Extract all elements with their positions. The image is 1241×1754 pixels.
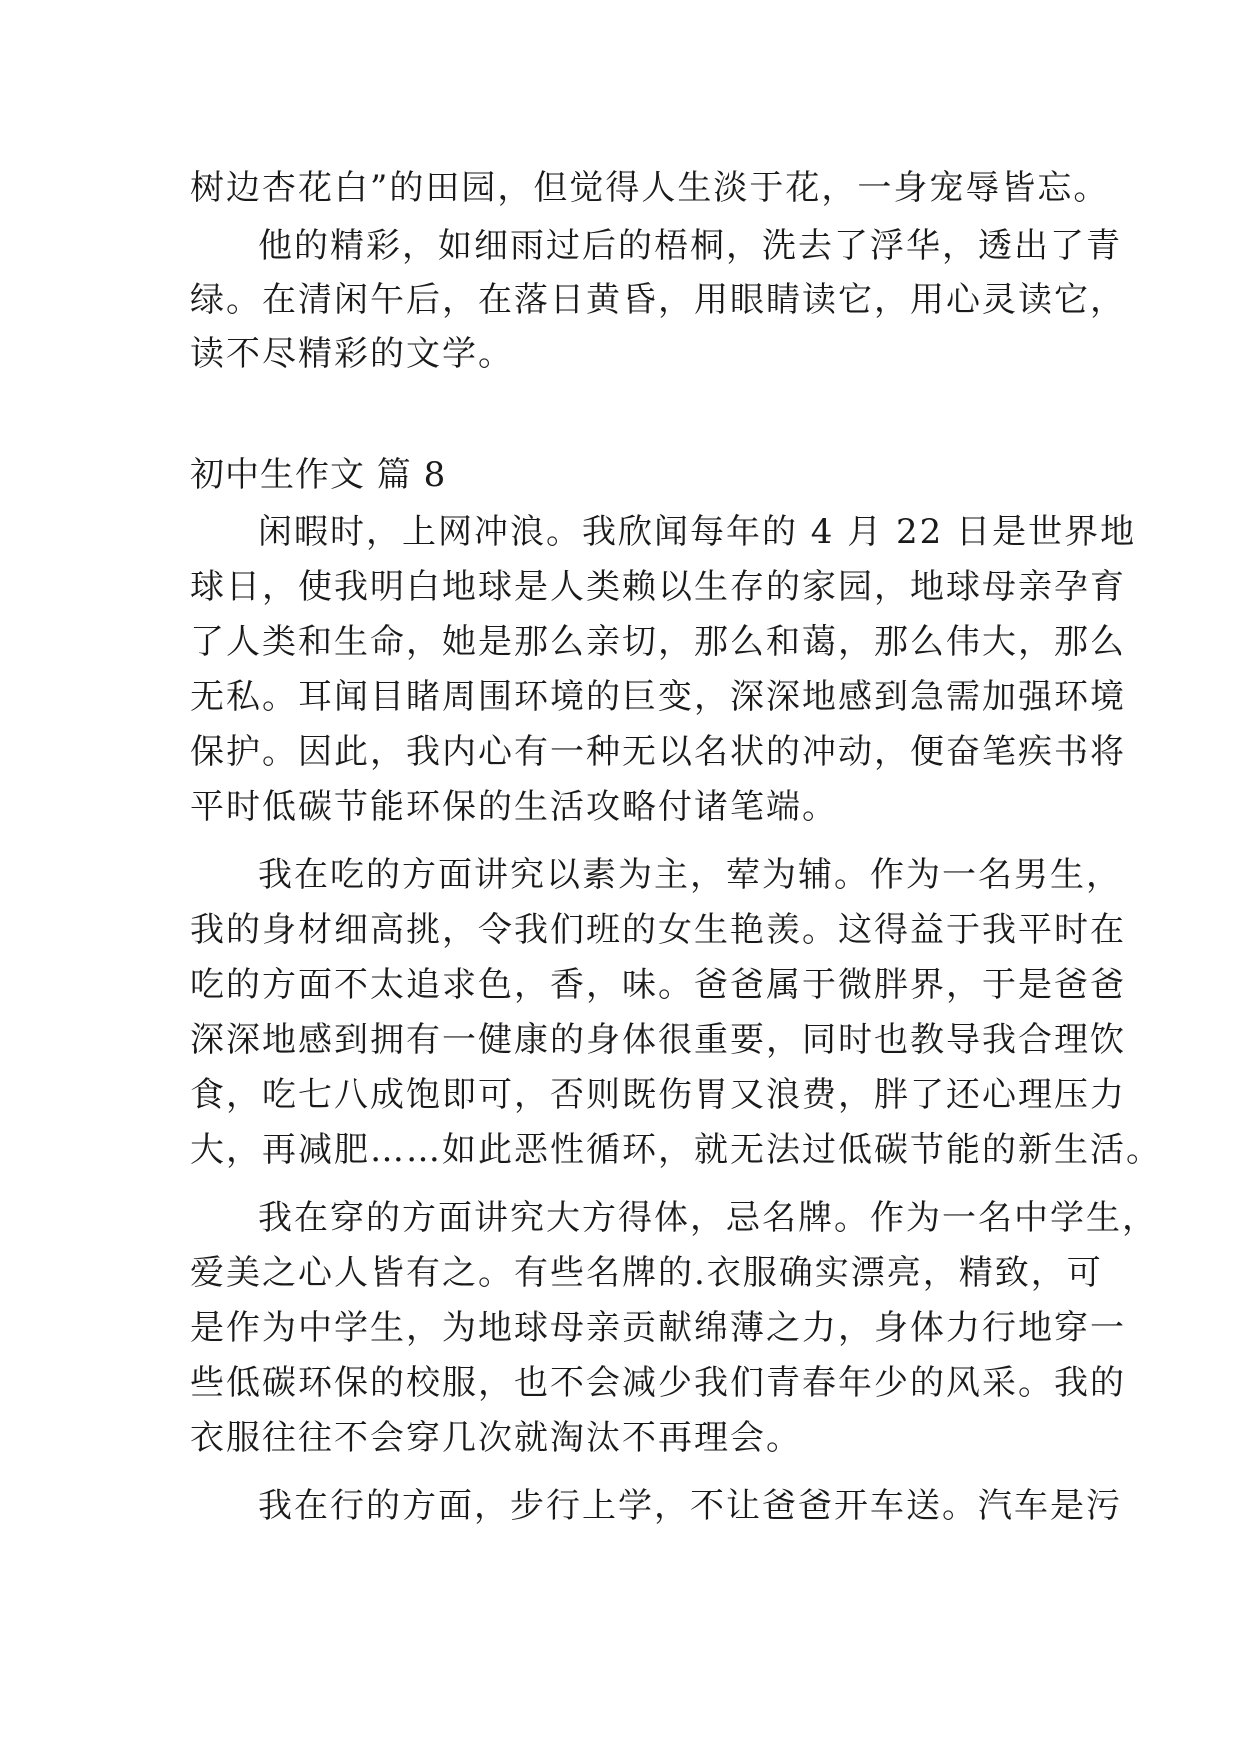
paragraph-line: 是作为中学生，为地球母亲贡献绵薄之力，身体力行地穿一 xyxy=(190,1308,1126,1348)
paragraph-line: 食，吃七八成饱即可，否则既伤胃又浪费，胖了还心理压力 xyxy=(190,1075,1126,1115)
paragraph-line: 我在行的方面，步行上学，不让爸爸开车送。汽车是污 xyxy=(258,1486,1122,1526)
paragraph-line: 闲暇时，上网冲浪。我欣闻每年的 4 月 22 日是世界地 xyxy=(258,512,1137,552)
paragraph-line: 爱美之心人皆有之。有些名牌的.衣服确实漂亮，精致，可 xyxy=(190,1253,1103,1293)
paragraph-line: 绿。在清闲午后，在落日黄昏，用眼睛读它，用心灵读它， xyxy=(190,280,1126,320)
paragraph-line: 了人类和生命，她是那么亲切，那么和蔼，那么伟大，那么 xyxy=(190,622,1126,662)
paragraph-line: 他的精彩，如细雨过后的梧桐，洗去了浮华，透出了青 xyxy=(258,226,1122,266)
paragraph-line: 我在吃的方面讲究以素为主，荤为辅。作为一名男生， xyxy=(258,855,1122,895)
paragraph-line: 些低碳环保的校服，也不会减少我们青春年少的风采。我的 xyxy=(190,1363,1126,1403)
paragraph-line: 球日，使我明白地球是人类赖以生存的家园，地球母亲孕育 xyxy=(190,567,1126,607)
paragraph-line: 读不尽精彩的文学。 xyxy=(190,334,514,374)
paragraph-line: 大，再减肥……如此恶性循环，就无法过低碳节能的新生活。 xyxy=(190,1130,1162,1170)
paragraph-line: 保护。因此，我内心有一种无以名状的冲动，便奋笔疾书将 xyxy=(190,732,1126,772)
paragraph-line: 深深地感到拥有一健康的身体很重要，同时也教导我合理饮 xyxy=(190,1020,1126,1060)
paragraph-line: 衣服往往不会穿几次就淘汰不再理会。 xyxy=(190,1418,802,1458)
paragraph-line: 我在穿的方面讲究大方得体，忌名牌。作为一名中学生， xyxy=(258,1198,1158,1238)
paragraph-line: 吃的方面不太追求色，香，味。爸爸属于微胖界，于是爸爸 xyxy=(190,965,1126,1005)
paragraph-line: 平时低碳节能环保的生活攻略付诸笔端。 xyxy=(190,787,838,827)
paragraph-line: 树边杏花白”的田园，但觉得人生淡于花，一身宠辱皆忘。 xyxy=(190,168,1110,208)
paragraph-line: 无私。耳闻目睹周围环境的巨变，深深地感到急需加强环境 xyxy=(190,677,1126,717)
section-heading: 初中生作文 篇 8 xyxy=(190,455,447,495)
paragraph-line: 我的身材细高挑，令我们班的女生艳羡。这得益于我平时在 xyxy=(190,910,1126,950)
